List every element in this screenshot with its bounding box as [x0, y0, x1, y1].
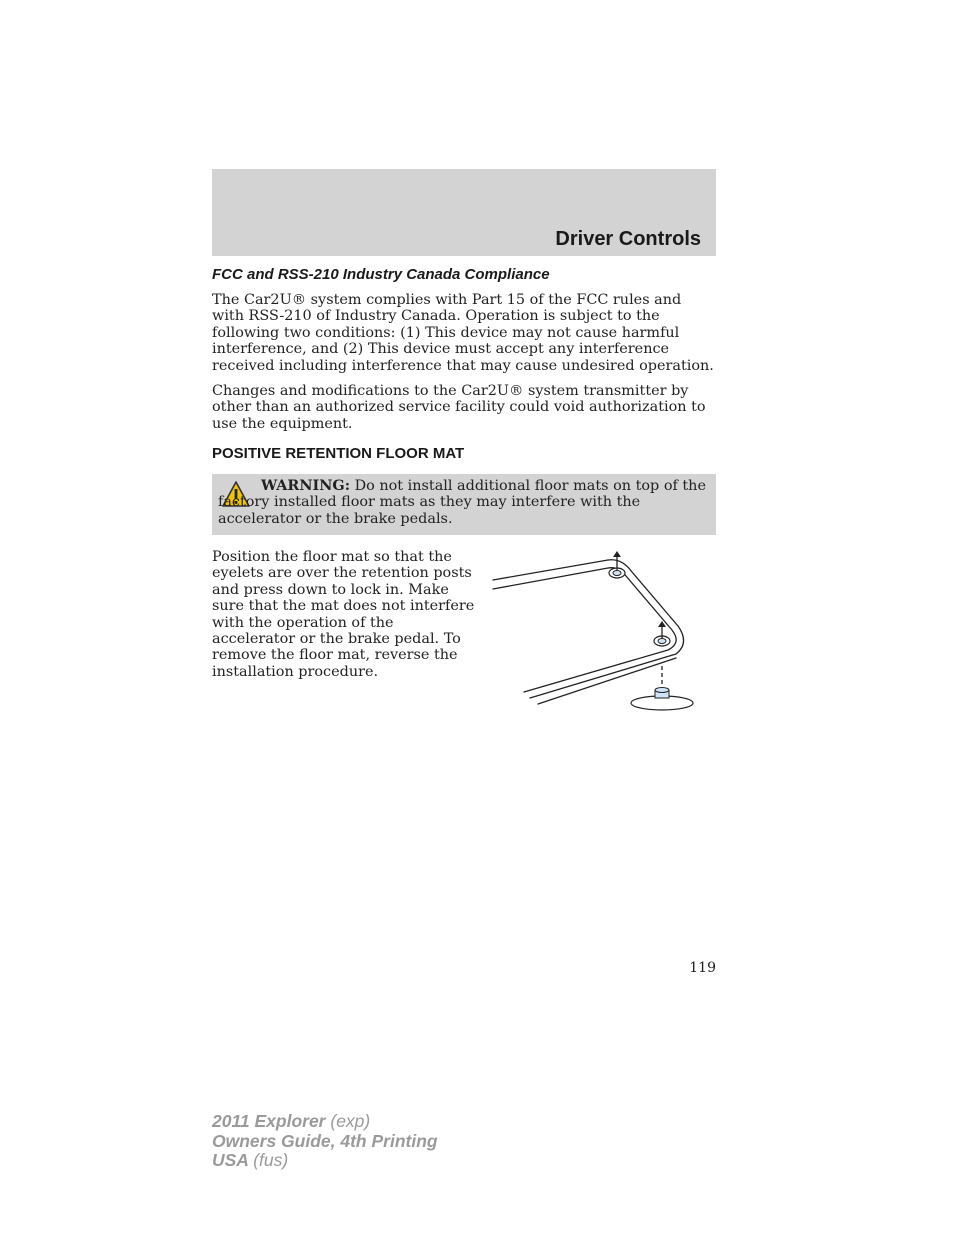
retention-post: [631, 688, 693, 711]
fcc-heading: FCC and RSS-210 Industry Canada Compliance: [212, 266, 550, 283]
warning-paragraph: [218, 478, 708, 527]
floor-mat-heading: POSITIVE RETENTION FLOOR MAT: [212, 445, 465, 462]
footer-market-code: (fus): [253, 1150, 289, 1170]
fcc-paragraph-2: Changes and modifications to the Car2U® system transmitter by other than an authorized service facility could void authorization to use the equipment.: [212, 383, 706, 432]
fcc-paragraph-1: The Car2U® system complies with Part 15 of the FCC rules and with RSS-210 of Industry Canada. Operation is subject to the following two conditions: (1) This device may not cause harmful interference, and (2) This device must accept any interference received including interference that may cause undesired operation.: [212, 292, 714, 374]
section-title: Driver Controls: [555, 228, 701, 250]
footer-line-1: [212, 1112, 438, 1132]
section-header-band: [212, 169, 716, 256]
floor-mat-diagram: [490, 548, 700, 713]
footer-model-code: (exp): [330, 1111, 371, 1131]
warning-label: WARNING:: [261, 477, 351, 494]
warning-box: [212, 474, 716, 535]
page-number: 119: [689, 960, 716, 976]
footer-line-3: [212, 1151, 438, 1171]
footer: [212, 1112, 438, 1171]
footer-market: USA: [212, 1150, 249, 1170]
warning-text: Do not install additional floor mats on top of the factory installed floor mats as they may interfere with the accelerator or the brake pedals.: [218, 478, 706, 527]
floor-mat-instructions: Position the floor mat so that the eyelets are over the retention posts and press down to lock in. Make sure that the mat does not interfere with the operation of the accelerator or the brake pedal. To remove the floor mat, reverse the installation procedure.: [212, 549, 475, 680]
upper-eyelet: [609, 551, 625, 578]
footer-model: 2011 Explorer: [212, 1111, 326, 1131]
footer-line-2: Owners Guide, 4th Printing: [212, 1130, 438, 1151]
